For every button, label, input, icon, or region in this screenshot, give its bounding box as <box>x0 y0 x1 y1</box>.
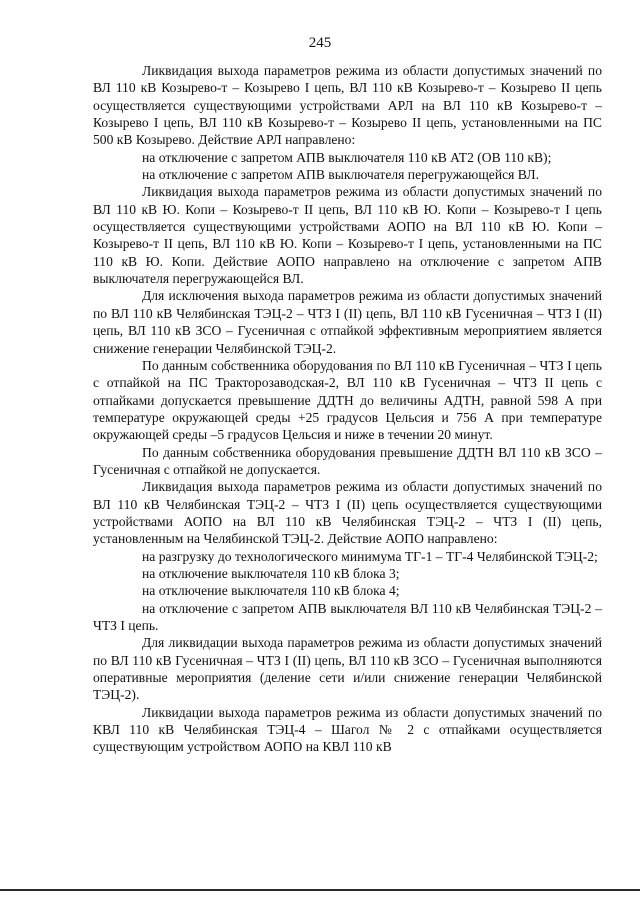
paragraph-aopo-action-4: на отключение с запретом АПВ выключателя ВЛ 110 кВ Челябинская ТЭЦ-2 – ЧТЗ I цепь. <box>93 600 602 633</box>
paragraph-aopo-tec2: Ликвидация выхода параметров режима из области допустимых значений по ВЛ 110 кВ Челябинская ТЭЦ-2 – ЧТЗ I (II) цепь осуществляется существующими устройствами АОПО на ВЛ 110 кВ Челябинская ТЭЦ-2 – ЧТЗ I (II) цепь, установленным на Челябинской ТЭЦ-2. Действие АОПО направлено: <box>93 479 602 547</box>
paragraph-owner-data-zso: По данным собственника оборудования превышение ДДТН ВЛ 110 кВ ЗСО – Гусеничная с отпайкой не допускается. <box>93 444 602 477</box>
paragraph-owner-data-gusenichnaya: По данным собственника оборудования по ВЛ 110 кВ Гусеничная – ЧТЗ I цепь с отпайкой на ПС Тракторозаводская-2, ВЛ 110 кВ Гусеничная – ЧТЗ II цепь с отпайками допускается превышение ДДТН до величины АДТН, равной 598 А при температуре окружающей среды +25 градусов Цельсия и 756 А при температуре окружающей среды –5 градусов Цельсия и ниже в течении 20 минут. <box>93 357 602 443</box>
paragraph-chtz-generation: Для исключения выхода параметров режима из области допустимых значений по ВЛ 110 кВ Челябинская ТЭЦ-2 – ЧТЗ I (II) цепь, ВЛ 110 кВ Гусеничная – ЧТЗ I (II) цепь, ВЛ 110 кВ ЗСО – Гусеничная с отпайкой эффективным мероприятием является снижение генерации Челябинской ТЭЦ-2. <box>93 288 602 356</box>
page-number: 245 <box>308 35 332 51</box>
paragraph-arl-kozyrevo: Ликвидация выхода параметров режима из области допустимых значений по ВЛ 110 кВ Козырево-т – Козырево I цепь, ВЛ 110 кВ Козырево-т – Козырево II цепь осуществляется существующими устройствами АРЛ на ВЛ 110 кВ Козырево-т – Козырево I цепь, ВЛ 110 кВ Козырево-т – Козырево II цепь, установленными на ПС 500 кВ Козырево. Действие АРЛ направлено: <box>93 63 602 148</box>
paragraph-operative-measures: Для ликвидации выхода параметров режима из области допустимых значений по ВЛ 110 кВ Гусеничная – ЧТЗ I (II) цепь, ВЛ 110 кВ ЗСО – Гусеничная выполняются оперативные мероприятия (деление сети и/или снижение генерации Челябинской ТЭЦ-2). <box>93 635 602 703</box>
document-body <box>93 62 602 756</box>
paragraph-arl-action-1: на отключение с запретом АПВ выключателя 110 кВ АТ2 (ОВ 110 кВ); <box>142 149 552 165</box>
paragraph-aopo-action-1: на разгрузку до технологического минимума ТГ-1 – ТГ-4 Челябинской ТЭЦ-2; <box>142 548 598 564</box>
bottom-rule <box>0 889 640 891</box>
paragraph-aopo-action-3: на отключение выключателя 110 кВ блока 4; <box>142 583 400 599</box>
paragraph-kvl-tec4: Ликвидации выхода параметров режима из области допустимых значений по КВЛ 110 кВ Челябинская ТЭЦ-4 – Шагол № 2 с отпайками осуществляется существующим устройством АОПО на КВЛ 110 кВ <box>93 704 602 755</box>
paragraph-aopo-action-2: на отключение выключателя 110 кВ блока 3; <box>142 565 400 581</box>
paragraph-aopo-yu-kopi: Ликвидация выхода параметров режима из области допустимых значений по ВЛ 110 кВ Ю. Копи – Козырево-т II цепь, ВЛ 110 кВ Ю. Копи – Козырево-т I цепь осуществляется существующими устройствами АОПО на ВЛ 110 кВ Ю. Копи – Козырево-т II цепь, ВЛ 110 кВ Ю. Копи – Козырево-т I цепь, установленными на ПС 110 кВ Ю. Копи. Действие АОПО направлено на отключение с запретом АПВ выключателя перегружающейся ВЛ. <box>93 184 602 287</box>
paragraph-arl-action-2: на отключение с запретом АПВ выключателя перегружающейся ВЛ. <box>142 167 539 183</box>
